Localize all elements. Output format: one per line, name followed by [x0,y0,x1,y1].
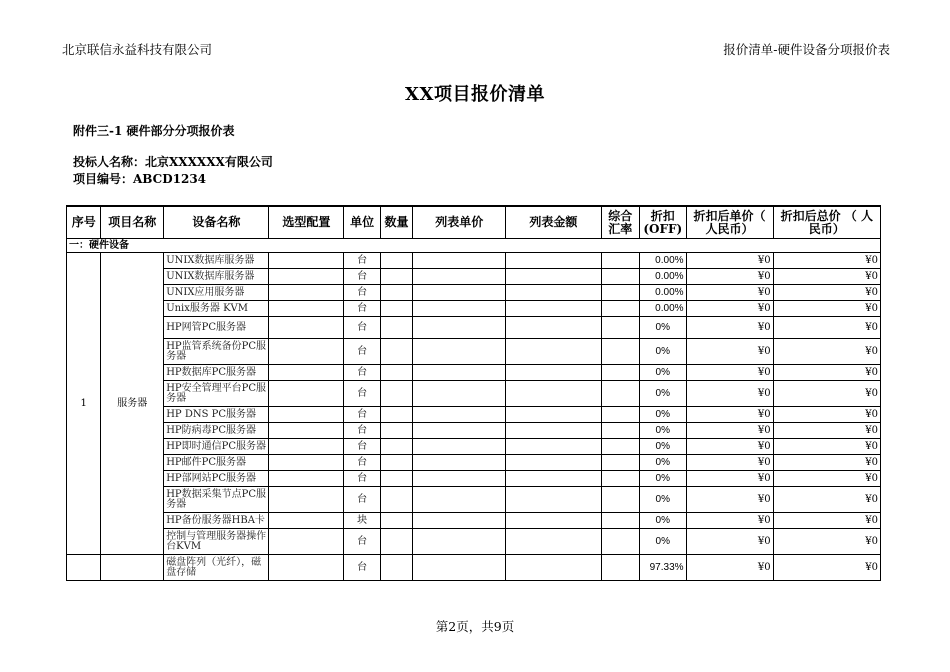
list-amount-cell [506,365,601,381]
list-price-cell [413,529,506,555]
table-row [67,339,881,365]
discount-cell: 0% [639,439,686,455]
unit-cell: 台 [344,487,380,513]
discounted-unit-price: ¥0 [686,555,773,581]
quantity-cell [380,253,412,269]
discounted-unit-price: ¥0 [686,365,773,381]
discounted-total-price: ¥0 [773,365,880,381]
table-row [67,555,881,581]
device-name: HP数据采集节点PC服务器 [164,487,269,513]
device-name: UNIX数据库服务器 [164,253,269,269]
unit-cell: 台 [344,339,380,365]
config-cell [269,471,344,487]
discount-cell: 0.00% [639,269,686,285]
item-group-empty [101,555,164,581]
quantity-cell [380,285,412,301]
list-price-cell [413,455,506,471]
list-amount-cell [506,513,601,529]
discount-cell: 97.33% [639,555,686,581]
discounted-unit-price: ¥0 [686,285,773,301]
discounted-total-price: ¥0 [773,339,880,365]
quantity-cell [380,455,412,471]
list-price-cell [413,317,506,339]
quantity-cell [380,301,412,317]
unit-cell: 台 [344,269,380,285]
quantity-cell [380,529,412,555]
quantity-cell [380,339,412,365]
exchange-rate-cell [601,269,639,285]
list-price-cell [413,439,506,455]
quantity-cell [380,439,412,455]
unit-cell: 台 [344,555,380,581]
config-cell [269,487,344,513]
list-amount-cell [506,339,601,365]
unit-cell: 台 [344,381,380,407]
col-header: 项目名称 [101,206,164,239]
list-amount-cell [506,487,601,513]
config-cell [269,317,344,339]
list-amount-cell [506,301,601,317]
device-name: HP DNS PC服务器 [164,407,269,423]
unit-cell: 台 [344,407,380,423]
discount-cell: 0% [639,487,686,513]
exchange-rate-cell [601,471,639,487]
discounted-total-price: ¥0 [773,269,880,285]
exchange-rate-cell [601,487,639,513]
list-price-cell [413,269,506,285]
list-amount-cell [506,455,601,471]
col-header: 折扣后总价 （ 人民币） [773,206,880,239]
list-amount-cell [506,253,601,269]
discounted-total-price: ¥0 [773,317,880,339]
quantity-cell [380,365,412,381]
device-name: HP监管系统备份PC服务器 [164,339,269,365]
quantity-cell [380,471,412,487]
quantity-cell [380,317,412,339]
exchange-rate-cell [601,365,639,381]
table-row [67,513,881,529]
table-header-row [67,206,881,239]
table-row [67,301,881,317]
table-row [67,381,881,407]
table-row [67,439,881,455]
list-amount-cell [506,317,601,339]
discount-cell: 0% [639,381,686,407]
discount-cell: 0.00% [639,285,686,301]
discounted-total-price: ¥0 [773,513,880,529]
discount-cell: 0% [639,513,686,529]
exchange-rate-cell [601,439,639,455]
exchange-rate-cell [601,285,639,301]
discount-cell: 0% [639,455,686,471]
device-name: UNIX应用服务器 [164,285,269,301]
quantity-cell [380,487,412,513]
discounted-unit-price: ¥0 [686,513,773,529]
unit-cell: 台 [344,317,380,339]
table-row [67,423,881,439]
col-header: 设备名称 [164,206,269,239]
device-name: HP数据库PC服务器 [164,365,269,381]
exchange-rate-cell [601,555,639,581]
discounted-total-price: ¥0 [773,407,880,423]
company-name: 北京联信永益科技有限公司 [62,42,213,57]
config-cell [269,513,344,529]
table-row [67,253,881,269]
col-header: 单位 [344,206,380,239]
exchange-rate-cell [601,455,639,471]
config-cell [269,529,344,555]
device-name: HP邮件PC服务器 [164,455,269,471]
discounted-total-price: ¥0 [773,471,880,487]
device-name: HP部网站PC服务器 [164,471,269,487]
unit-cell: 台 [344,301,380,317]
unit-cell: 块 [344,513,380,529]
config-cell [269,253,344,269]
discounted-total-price: ¥0 [773,487,880,513]
list-amount-cell [506,381,601,407]
discounted-unit-price: ¥0 [686,487,773,513]
discount-cell: 0% [639,317,686,339]
discount-cell: 0.00% [639,253,686,269]
device-name: 控制与管理服务器操作台KVM [164,529,269,555]
page-title: XX项目报价清单 [405,84,545,105]
list-amount-cell [506,407,601,423]
config-cell [269,269,344,285]
col-header: 折扣后单价（ 人民币） [686,206,773,239]
quantity-cell [380,513,412,529]
discount-cell: 0% [639,407,686,423]
device-name: HP备份服务器HBA卡 [164,513,269,529]
list-amount-cell [506,439,601,455]
table-row [67,471,881,487]
list-amount-cell [506,471,601,487]
discounted-unit-price: ¥0 [686,301,773,317]
row-number-empty [67,555,101,581]
quantity-cell [380,381,412,407]
unit-cell: 台 [344,423,380,439]
list-price-cell [413,471,506,487]
unit-cell: 台 [344,455,380,471]
discounted-unit-price: ¥0 [686,339,773,365]
discounted-total-price: ¥0 [773,439,880,455]
config-cell [269,423,344,439]
discounted-total-price: ¥0 [773,529,880,555]
discount-cell: 0% [639,423,686,439]
col-header: 列表金额 [506,206,601,239]
list-price-cell [413,253,506,269]
list-price-cell [413,339,506,365]
exchange-rate-cell [601,423,639,439]
unit-cell: 台 [344,529,380,555]
device-name: Unix服务器 KVM [164,301,269,317]
discounted-total-price: ¥0 [773,423,880,439]
table-row [67,365,881,381]
list-price-cell [413,301,506,317]
exchange-rate-cell [601,381,639,407]
discount-cell: 0.00% [639,301,686,317]
device-name: HP网管PC服务器 [164,317,269,339]
device-name: HP即时通信PC服务器 [164,439,269,455]
table-row [67,407,881,423]
item-group-name: 服务器 [101,253,164,555]
exchange-rate-cell [601,301,639,317]
list-price-cell [413,555,506,581]
quantity-cell [380,423,412,439]
table-row [67,269,881,285]
table-row [67,487,881,513]
table-row [67,317,881,339]
project-number: 项目编号：ABCD1234 [73,172,207,186]
config-cell [269,555,344,581]
discounted-unit-price: ¥0 [686,529,773,555]
config-cell [269,439,344,455]
discounted-unit-price: ¥0 [686,455,773,471]
col-header: 综合汇率 [601,206,639,239]
discounted-unit-price: ¥0 [686,471,773,487]
table-row [67,455,881,471]
device-name: HP安全管理平台PC服务器 [164,381,269,407]
config-cell [269,381,344,407]
list-price-cell [413,513,506,529]
quantity-cell [380,269,412,285]
discounted-total-price: ¥0 [773,555,880,581]
config-cell [269,407,344,423]
table-row [67,285,881,301]
device-name: 磁盘阵列（光纤），磁盘存储 [164,555,269,581]
discounted-unit-price: ¥0 [686,269,773,285]
quantity-cell [380,407,412,423]
discounted-unit-price: ¥0 [686,439,773,455]
discounted-unit-price: ¥0 [686,317,773,339]
quote-table [66,205,881,581]
discounted-total-price: ¥0 [773,253,880,269]
unit-cell: 台 [344,365,380,381]
discount-cell: 0% [639,471,686,487]
list-price-cell [413,487,506,513]
list-amount-cell [506,285,601,301]
unit-cell: 台 [344,439,380,455]
exchange-rate-cell [601,407,639,423]
discount-cell: 0% [639,365,686,381]
unit-cell: 台 [344,253,380,269]
page-number: 第2页，共9页 [435,619,515,634]
unit-cell: 台 [344,285,380,301]
exchange-rate-cell [601,529,639,555]
attachment-label: 附件三-1 硬件部分分项报价表 [73,124,235,138]
col-header: 折扣(OFF) [639,206,686,239]
list-amount-cell [506,269,601,285]
unit-cell: 台 [344,471,380,487]
list-price-cell [413,423,506,439]
row-number: 1 [67,253,101,555]
col-header: 数量 [380,206,412,239]
config-cell [269,339,344,365]
section-row [67,239,881,253]
exchange-rate-cell [601,513,639,529]
document-type: 报价清单-硬件设备分项报价表 [723,42,890,57]
col-header: 列表单价 [413,206,506,239]
discounted-total-price: ¥0 [773,455,880,471]
table-row [67,529,881,555]
config-cell [269,365,344,381]
list-price-cell [413,381,506,407]
list-amount-cell [506,555,601,581]
section-label: 一：硬件设备 [67,239,881,253]
config-cell [269,455,344,471]
list-amount-cell [506,423,601,439]
discounted-unit-price: ¥0 [686,253,773,269]
discount-cell: 0% [639,339,686,365]
discounted-unit-price: ¥0 [686,381,773,407]
discounted-total-price: ¥0 [773,285,880,301]
discounted-total-price: ¥0 [773,381,880,407]
quantity-cell [380,555,412,581]
col-header: 选型配置 [269,206,344,239]
config-cell [269,301,344,317]
config-cell [269,285,344,301]
discount-cell: 0% [639,529,686,555]
discounted-unit-price: ¥0 [686,407,773,423]
list-price-cell [413,407,506,423]
device-name: UNIX数据库服务器 [164,269,269,285]
discounted-unit-price: ¥0 [686,423,773,439]
exchange-rate-cell [601,317,639,339]
list-price-cell [413,285,506,301]
discounted-total-price: ¥0 [773,301,880,317]
list-amount-cell [506,529,601,555]
device-name: HP防病毒PC服务器 [164,423,269,439]
exchange-rate-cell [601,339,639,365]
col-header: 序号 [67,206,101,239]
list-price-cell [413,365,506,381]
exchange-rate-cell [601,253,639,269]
bidder-name: 投标人名称：北京XXXXXX有限公司 [73,155,273,169]
